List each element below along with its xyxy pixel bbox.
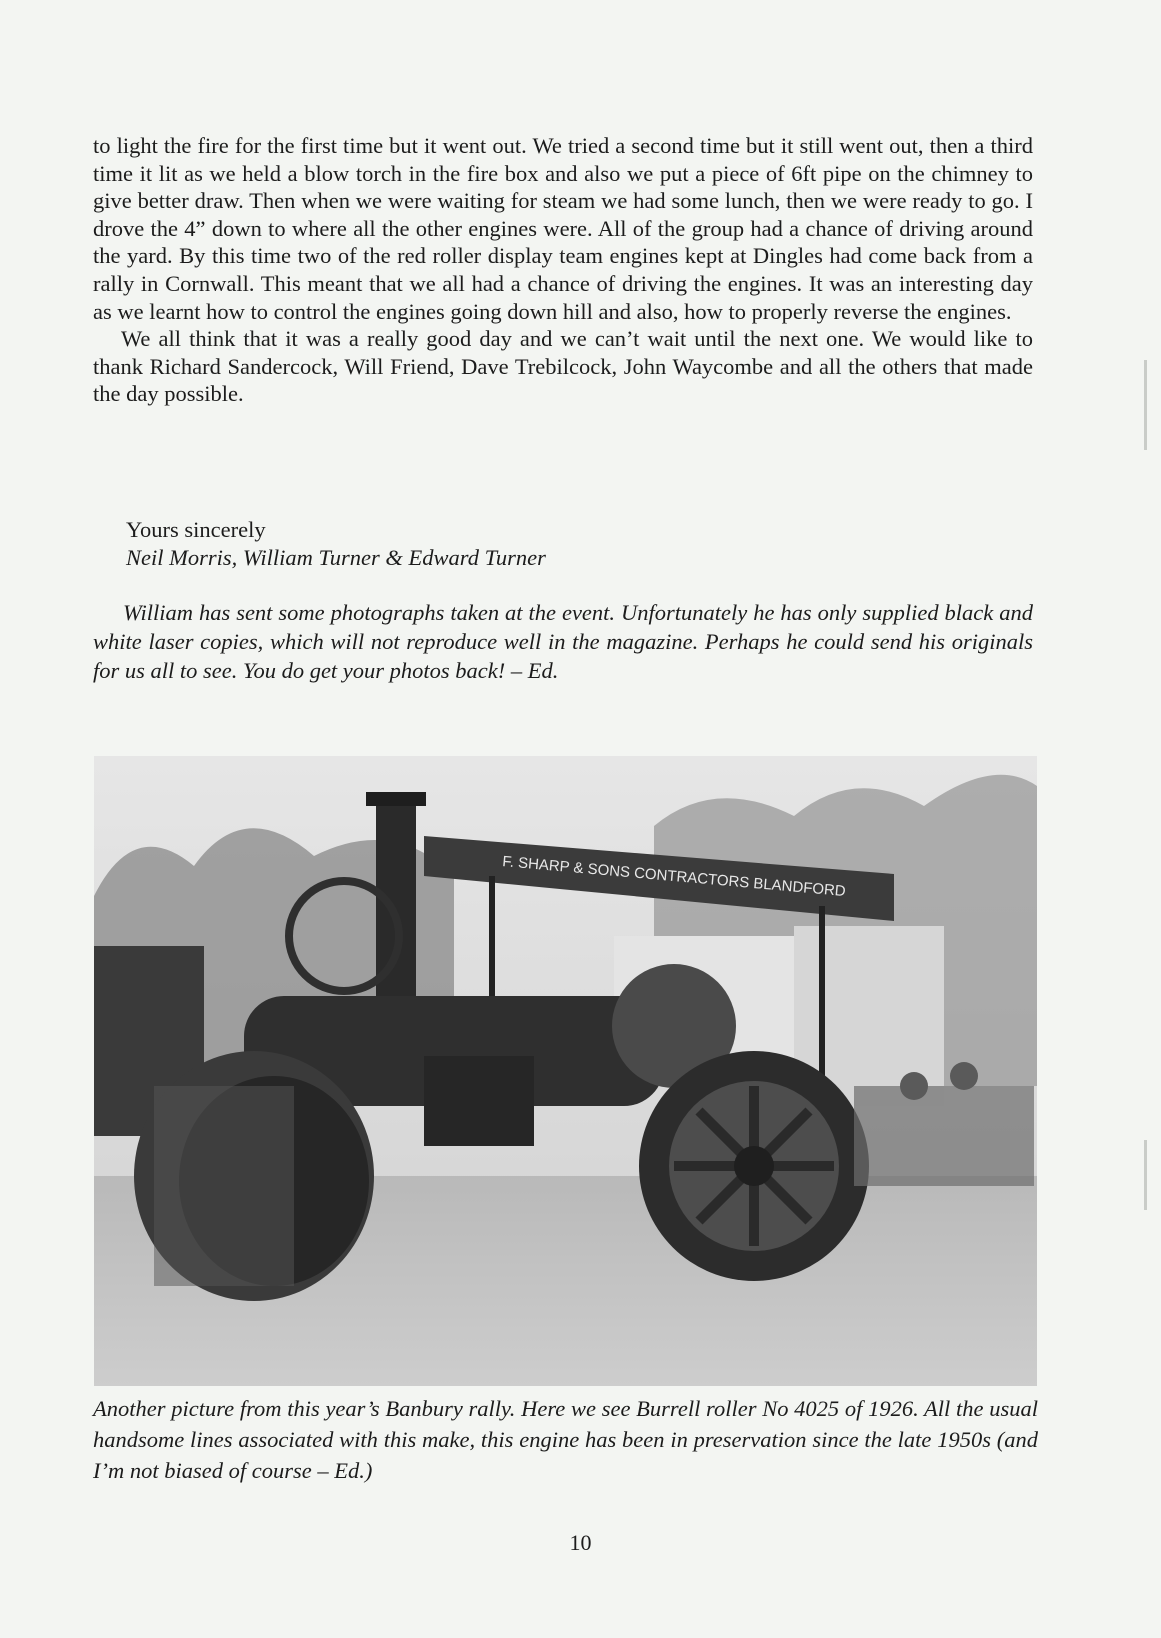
article-paragraph: to light the fire for the first time but it went out. We tried a second time but it still went out, then a third time it lit as we held a blow torch in the fire box and also we put a piece of 6ft pipe on the chimney to give better draw. Then when we were waiting for steam we had some lunch, then we were ready to go. I drove the 4” down to where all the other engines were. All of the group had a chance of driving around the yard. By this time two of the red roller display team engines kept at Dingles had come back from a rally in Cornwall. This meant that we all had a chance of driving the engines. It was an interesting day as we learnt how to control the engines going down hill and also, how to properly reverse the engines. [93,133,1033,324]
binding-staple [1144,1140,1147,1210]
article-paragraph: We all think that it was a really good day and we can’t wait until the next one. We would like to thank Richard Sandercock, Will Friend, Dave Trebilcock, John Waycombe and all the others that made the day possible. [93,326,1033,407]
binding-staple [1144,360,1147,450]
closing-line: Yours sincerely [126,517,266,542]
canopy-lettering: F. SHARP & SONS CONTRACTORS BLANDFORD [501,853,847,901]
editor-note: William has sent some photographs taken at the event. Unfortunately he has only supplied black and white laser copies, which will not reproduce well in the magazine. Perhaps he could send his originals for us all to see. You do get your photos back! – Ed. [93,600,1033,683]
photo-caption: Another picture from this year’s Banbury rally. Here we see Burrell roller No 4025 of 1926. All the usual handsome lines associated with this make, this engine has been in preservation since the late 1950s (and I’m not biased of course – Ed.) [93,1396,1038,1483]
author-names: Neil Morris, William Turner & Edward Turner [126,544,546,570]
letter-signoff [126,516,926,571]
steam-roller-photo [94,756,1037,1386]
article-body [93,132,1033,408]
photo-illustration [94,756,1037,1386]
page-number: 10 [569,1530,592,1555]
